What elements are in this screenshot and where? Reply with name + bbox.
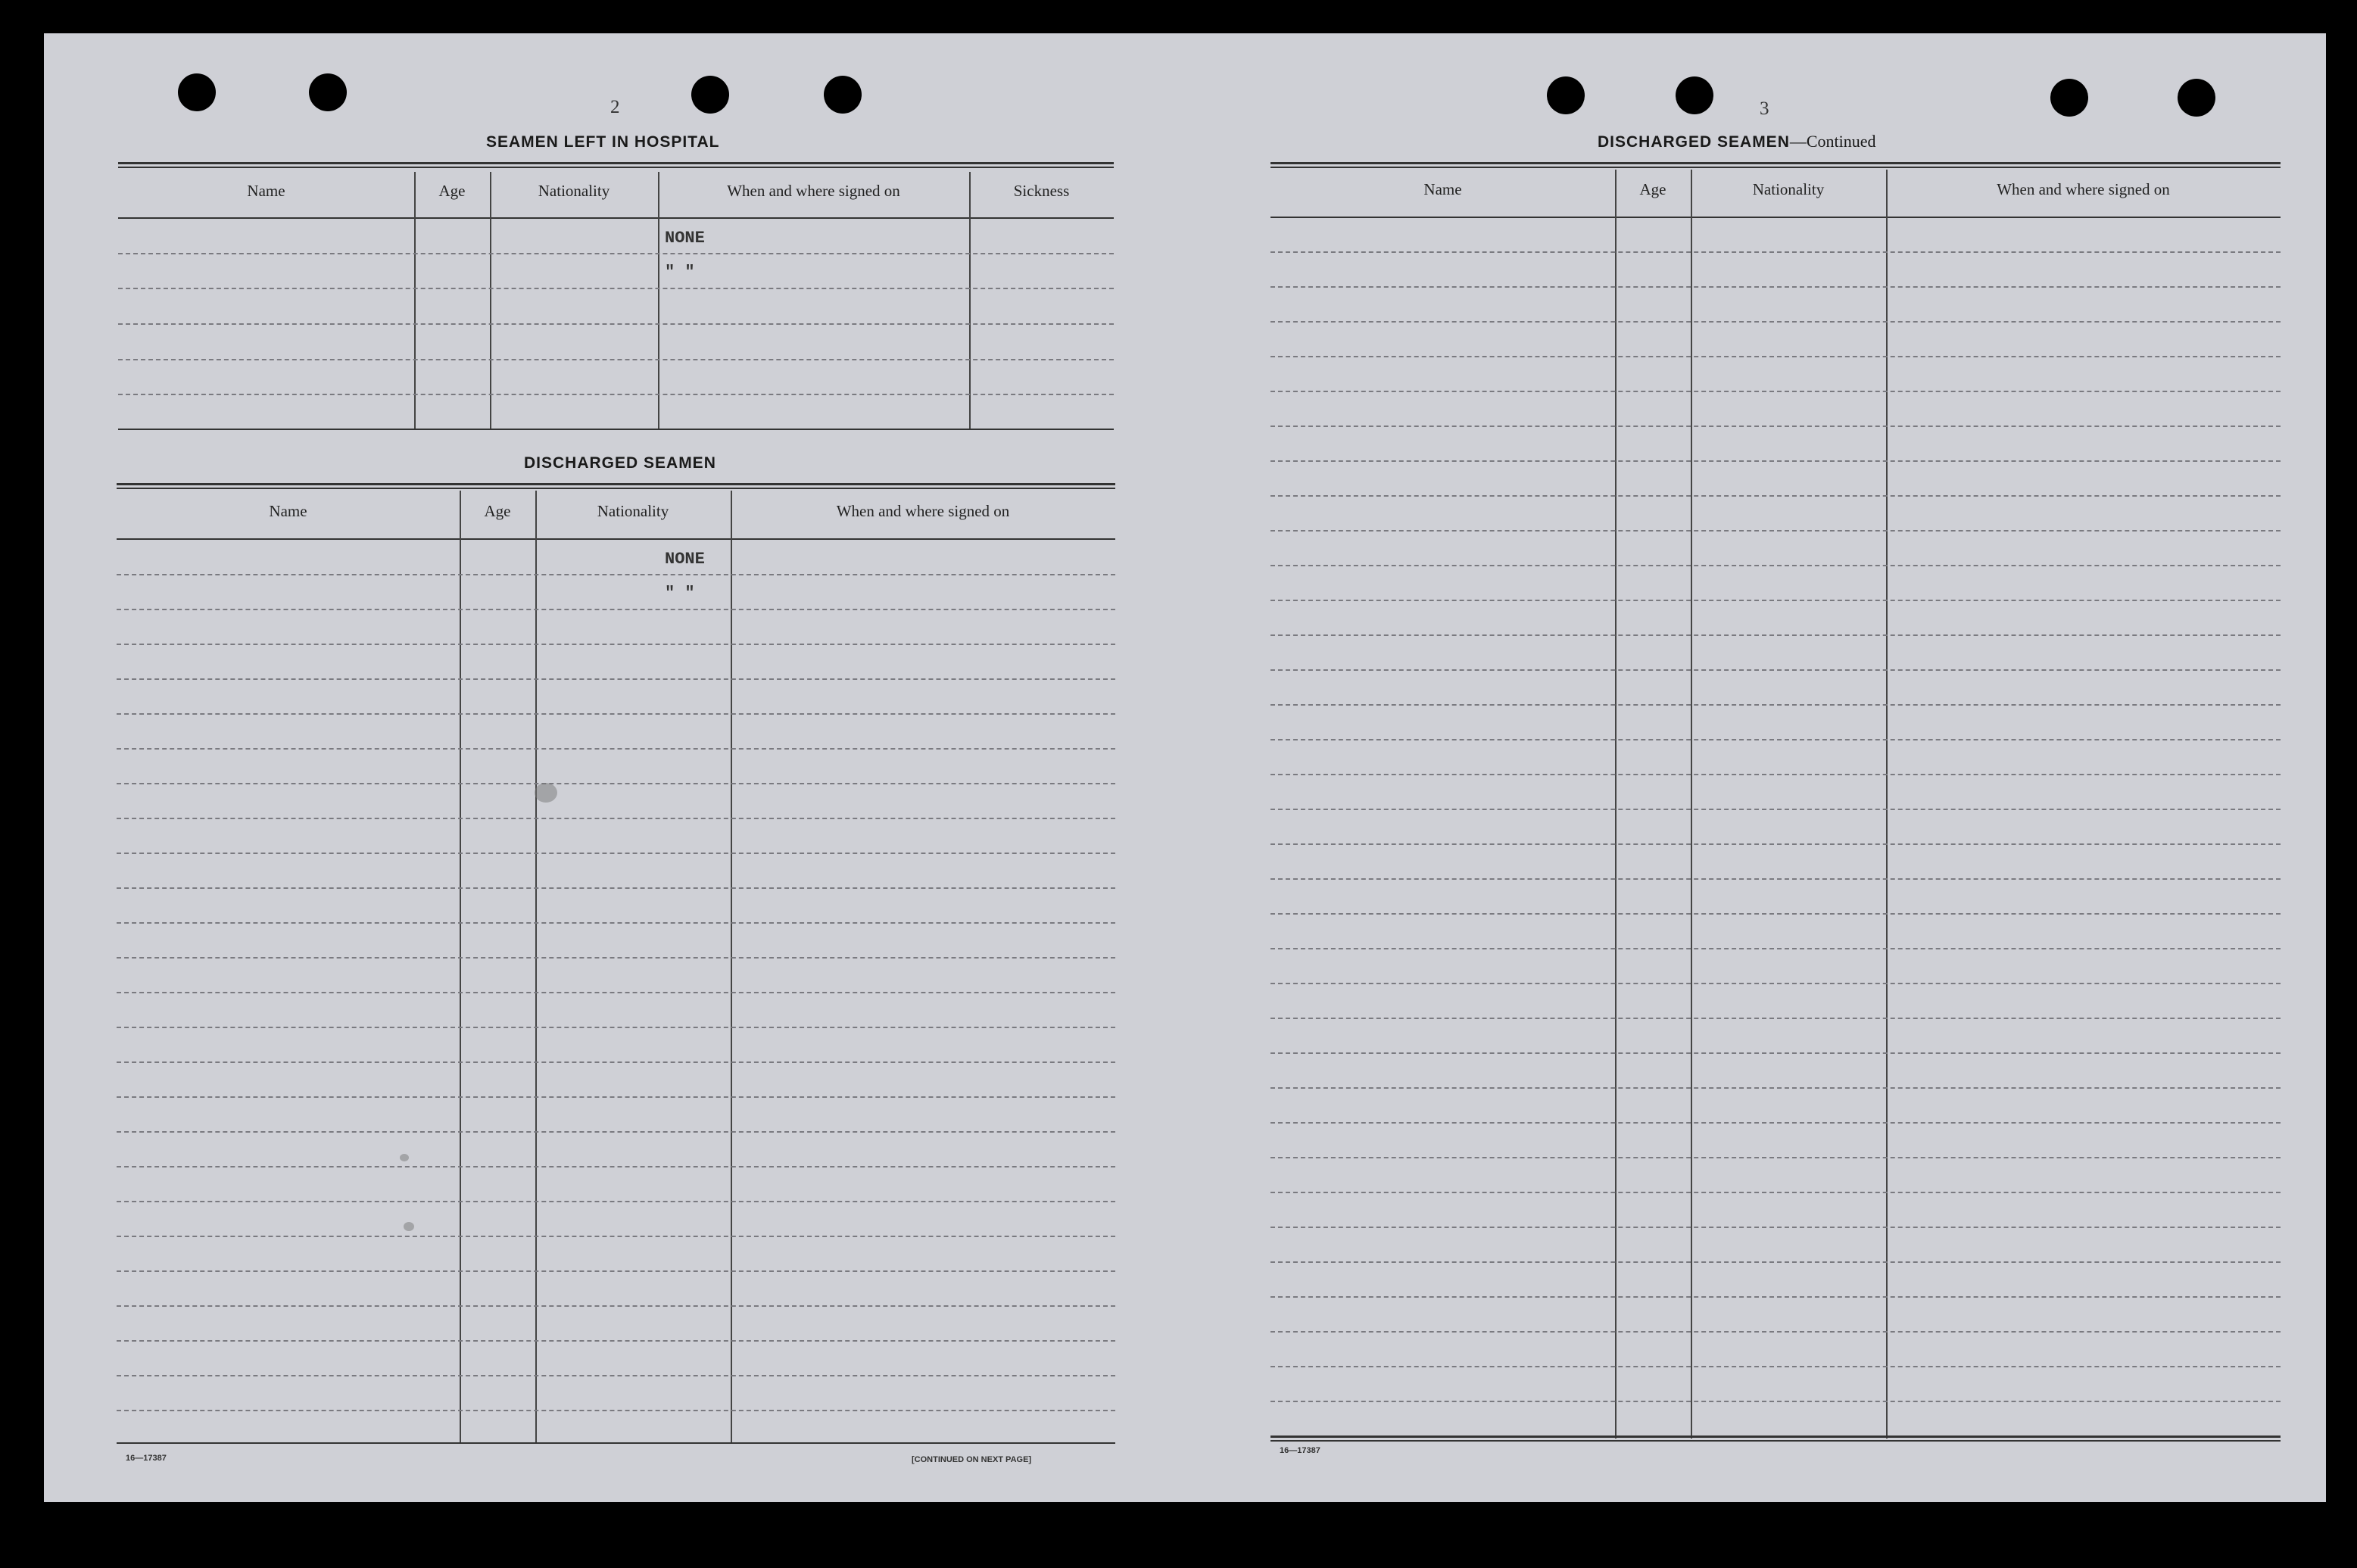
table-row — [117, 853, 1115, 854]
column-header-name: Name — [247, 182, 285, 200]
ink-smudge — [404, 1222, 414, 1231]
table-row — [117, 609, 1115, 610]
column-divider — [535, 491, 537, 1442]
table-row — [1270, 1122, 2281, 1124]
table-row — [117, 1236, 1115, 1237]
column-divider — [658, 172, 659, 429]
table-row — [1270, 1296, 2281, 1298]
typed-entry-ditto: " " — [665, 263, 695, 282]
table-row — [1270, 774, 2281, 775]
table-row — [1270, 356, 2281, 357]
table-row — [117, 644, 1115, 645]
table-row — [117, 1375, 1115, 1376]
continued-note: [CONTINUED ON NEXT PAGE] — [912, 1455, 1032, 1464]
discharged-table-top-rule — [117, 483, 1115, 489]
document-sheet — [44, 33, 2326, 1502]
table-row — [1270, 634, 2281, 636]
table-row — [1270, 1401, 2281, 1402]
form-number: 16—17387 — [1280, 1446, 1320, 1455]
header-rule — [118, 217, 1114, 219]
column-header-name: Name — [1423, 180, 1462, 198]
table-row — [1270, 948, 2281, 949]
punch-hole — [691, 76, 729, 114]
table-bottom-rule — [117, 1442, 1115, 1444]
page-number: 3 — [1760, 98, 1769, 119]
table-row — [1270, 809, 2281, 810]
table-row — [1270, 1227, 2281, 1228]
table-row — [1270, 286, 2281, 288]
table-row — [1270, 391, 2281, 392]
table-row — [117, 678, 1115, 680]
table-row — [1270, 739, 2281, 740]
table-row — [117, 783, 1115, 784]
punch-hole — [824, 76, 862, 114]
table-row — [117, 957, 1115, 959]
column-header-nationality: Nationality — [597, 502, 669, 520]
table-row — [117, 1166, 1115, 1167]
table-row — [117, 922, 1115, 924]
table-row — [1270, 1261, 2281, 1263]
table-row — [1270, 1192, 2281, 1193]
discharged-table-title: DISCHARGED SEAMEN — [524, 454, 716, 472]
table-row — [1270, 878, 2281, 880]
table-row — [117, 818, 1115, 819]
table-row — [1270, 426, 2281, 427]
table-row — [117, 1270, 1115, 1272]
column-header-signed-on: When and where signed on — [1997, 180, 2170, 198]
title-main: DISCHARGED SEAMEN — [1598, 133, 1790, 151]
header-rule — [1270, 217, 2281, 218]
punch-hole — [309, 73, 347, 111]
title-suffix: —Continued — [1789, 132, 1876, 151]
form-number: 16—17387 — [126, 1454, 167, 1463]
column-divider — [460, 491, 461, 1442]
table-row — [1270, 1331, 2281, 1333]
typed-entry-none: NONE — [665, 550, 705, 569]
punch-hole — [178, 73, 216, 111]
table-top-rule — [1270, 162, 2281, 168]
table-row — [1270, 983, 2281, 984]
column-header-signed-on: When and where signed on — [836, 502, 1010, 520]
table-row — [1270, 1157, 2281, 1158]
table-row — [1270, 530, 2281, 531]
table-row — [117, 1305, 1115, 1307]
table-row — [117, 1096, 1115, 1098]
column-divider — [969, 172, 971, 429]
typed-entry-ditto: " " — [665, 584, 695, 603]
column-divider — [1615, 170, 1617, 1439]
ink-smudge — [400, 1154, 409, 1161]
table-row — [1270, 669, 2281, 671]
column-divider — [414, 172, 416, 429]
table-row — [118, 253, 1114, 254]
table-row — [1270, 704, 2281, 706]
column-divider — [731, 491, 732, 1442]
table-row — [117, 1027, 1115, 1028]
table-row — [117, 574, 1115, 575]
column-divider — [1886, 170, 1888, 1439]
table-row — [1270, 843, 2281, 845]
table-row — [118, 359, 1114, 360]
table-row — [117, 887, 1115, 889]
column-header-nationality: Nationality — [538, 182, 610, 200]
discharged-continued-title — [1598, 132, 1876, 151]
column-header-nationality: Nationality — [1752, 180, 1825, 198]
table-row — [117, 1340, 1115, 1342]
table-row — [1270, 913, 2281, 915]
punch-hole — [2178, 79, 2215, 117]
table-row — [1270, 495, 2281, 497]
column-header-name: Name — [269, 502, 307, 520]
table-row — [1270, 460, 2281, 462]
punch-hole — [2050, 79, 2088, 117]
page-number: 2 — [610, 97, 620, 117]
header-rule — [117, 538, 1115, 540]
table-bottom-rule — [1270, 1436, 2281, 1442]
typed-entry-none: NONE — [665, 229, 705, 248]
column-header-age: Age — [484, 502, 511, 520]
table-row — [117, 713, 1115, 715]
column-header-age: Age — [438, 182, 466, 200]
table-row — [1270, 600, 2281, 601]
table-row — [117, 1201, 1115, 1202]
table-bottom-rule — [118, 429, 1114, 430]
table-row — [117, 1061, 1115, 1063]
table-row — [117, 1410, 1115, 1411]
column-header-signed-on: When and where signed on — [727, 182, 900, 200]
hospital-table-title: SEAMEN LEFT IN HOSPITAL — [486, 133, 720, 151]
punch-hole — [1547, 76, 1585, 114]
table-row — [118, 323, 1114, 325]
table-row — [1270, 321, 2281, 323]
table-row — [118, 288, 1114, 289]
table-row — [117, 1131, 1115, 1133]
table-row — [1270, 1052, 2281, 1054]
column-divider — [490, 172, 491, 429]
punch-hole — [1676, 76, 1713, 114]
table-row — [1270, 1087, 2281, 1089]
table-row — [1270, 1366, 2281, 1367]
table-row — [1270, 251, 2281, 253]
table-row — [1270, 565, 2281, 566]
table-row — [118, 394, 1114, 395]
column-header-sickness: Sickness — [1013, 182, 1070, 200]
hospital-table-top-rule — [118, 162, 1114, 168]
table-row — [1270, 1018, 2281, 1019]
column-divider — [1691, 170, 1692, 1439]
table-row — [117, 992, 1115, 993]
column-header-age: Age — [1639, 180, 1666, 198]
ink-smudge — [535, 783, 557, 803]
table-row — [117, 748, 1115, 750]
